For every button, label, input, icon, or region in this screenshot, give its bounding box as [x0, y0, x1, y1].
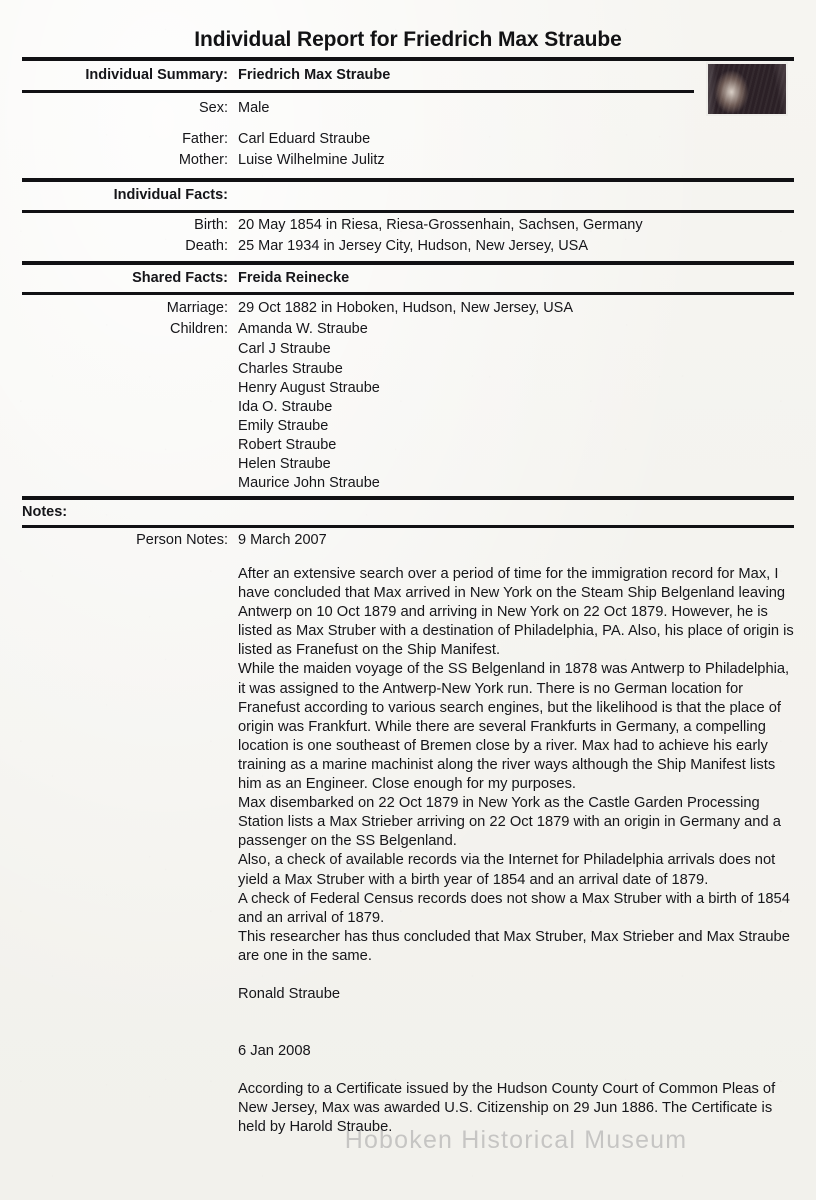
notes-paragraph: This researcher has thus concluded that Max Struber, Max Strieber and Max Straube are one in the same.: [238, 928, 790, 964]
field-children-label: Children:: [169, 321, 228, 337]
page-title: Individual Report for Friedrich Max Straube: [194, 28, 622, 51]
child-name: Henry August Straube: [238, 380, 380, 396]
shared-facts-value: Freida Reinecke: [238, 270, 350, 286]
child-name: Emily Straube: [238, 418, 329, 434]
child-name: Amanda W. Straube: [238, 321, 368, 337]
divider-notes-top: [22, 496, 794, 500]
notes-second-entry-paragraph: According to a Certificate issued by the Hudson County Court of Common Pleas of New Jersey, Max was awarded U.S. Citizenship on 29 Jun 1886. The Certificate is held by Harold Straube.: [238, 1081, 776, 1136]
divider-shared-facts-top: [22, 261, 794, 265]
divider-notes-bottom: [22, 525, 794, 528]
individual-facts-label: Individual Facts:: [113, 187, 228, 203]
spacer: [238, 1023, 794, 1042]
field-mother-value: Luise Wilhelmine Julitz: [238, 152, 385, 168]
field-mother-label: Mother:: [178, 152, 228, 168]
divider-summary-bottom: [22, 90, 694, 93]
individual-summary-label: Individual Summary:: [85, 67, 228, 83]
notes-body: [238, 565, 794, 1137]
individual-summary-value: Friedrich Max Straube: [238, 67, 391, 83]
notes-paragraph: After an extensive search over a period of time for the immigration record for Max, I have concluded that Max arrived in New York on the Steam Ship Belgenland leaving Antwerp on 10 Oct 1879 and arriving in New York on 22 Oct 1879. However, he is listed as Max Struber with a destination of Philadelphia, PA. Also, his place of origin is listed as Franefust on the Ship Manifest.: [238, 566, 794, 659]
spacer: [238, 1061, 794, 1080]
field-father-value: Carl Eduard Straube: [238, 131, 371, 147]
child-name: Carl J Straube: [238, 341, 331, 357]
divider-individual-facts-bottom: [22, 210, 794, 213]
divider-shared-facts-bottom: [22, 292, 794, 295]
spacer: [238, 1004, 794, 1023]
field-sex-value: Male: [238, 100, 270, 116]
child-name: Robert Straube: [238, 437, 337, 453]
person-notes-date: 9 March 2007: [238, 532, 327, 548]
notes-paragraph: Also, a check of available records via the Internet for Philadelphia arrivals does not yield a Max Struber with a birth year of 1854 and an arrival date of 1879.: [238, 852, 776, 888]
child-name: Helen Straube: [238, 456, 331, 472]
field-sex-label: Sex:: [198, 100, 228, 116]
notes-signature: Ronald Straube: [238, 985, 341, 1002]
field-marriage-value: 29 Oct 1882 in Hoboken, Hudson, New Jersey, USA: [238, 300, 574, 316]
field-birth-value: 20 May 1854 in Riesa, Riesa-Grossenhain, Sachsen, Germany: [238, 217, 643, 233]
divider-summary-top: [22, 57, 794, 61]
museum-watermark: Hoboken Historical Museum: [344, 1126, 688, 1154]
field-death-label: Death:: [185, 238, 228, 254]
field-father-label: Father:: [182, 131, 228, 147]
field-birth-label: Birth:: [194, 217, 228, 233]
notes-paragraph: Max disembarked on 22 Oct 1879 in New York as the Castle Garden Processing Station lists a Max Strieber arriving on 22 Oct 1879 with an origin in Germany and a passenger on the SS Belgenland.: [238, 795, 781, 850]
divider-individual-facts-top: [22, 178, 794, 182]
notes-second-entry-date: 6 Jan 2008: [238, 1043, 311, 1060]
field-marriage-label: Marriage:: [166, 300, 228, 316]
child-name: Charles Straube: [238, 361, 343, 377]
portrait-photo: [706, 62, 788, 116]
field-death-value: 25 Mar 1934 in Jersey City, Hudson, New Jersey, USA: [238, 238, 589, 254]
child-name: Maurice John Straube: [238, 475, 380, 491]
person-notes-label: Person Notes:: [136, 532, 228, 548]
child-name: Ida O. Straube: [238, 399, 333, 415]
portrait-photo-image: [708, 64, 786, 114]
spacer: [238, 966, 794, 985]
notes-paragraph: While the maiden voyage of the SS Belgenland in 1878 was Antwerp to Philadelphia, it was assigned to the Antwerp-New York run. There is no German location for Franefust according to various search engines, but the likelihood is that the place of origin was Frankfurt. While there are several Frankfurts in Germany, a compelling location is one southeast of Bremen close by a river. Max had to achieve his early training as a marine machinist along the river ways although the Ship Manifest lists him as an Engineer. Close enough for my purposes.: [238, 661, 790, 793]
notes-label: Notes:: [22, 504, 68, 520]
notes-paragraph: A check of Federal Census records does not show a Max Struber with a birth of 1854 and an arrival of 1879.: [238, 890, 790, 926]
shared-facts-label: Shared Facts:: [132, 270, 228, 286]
